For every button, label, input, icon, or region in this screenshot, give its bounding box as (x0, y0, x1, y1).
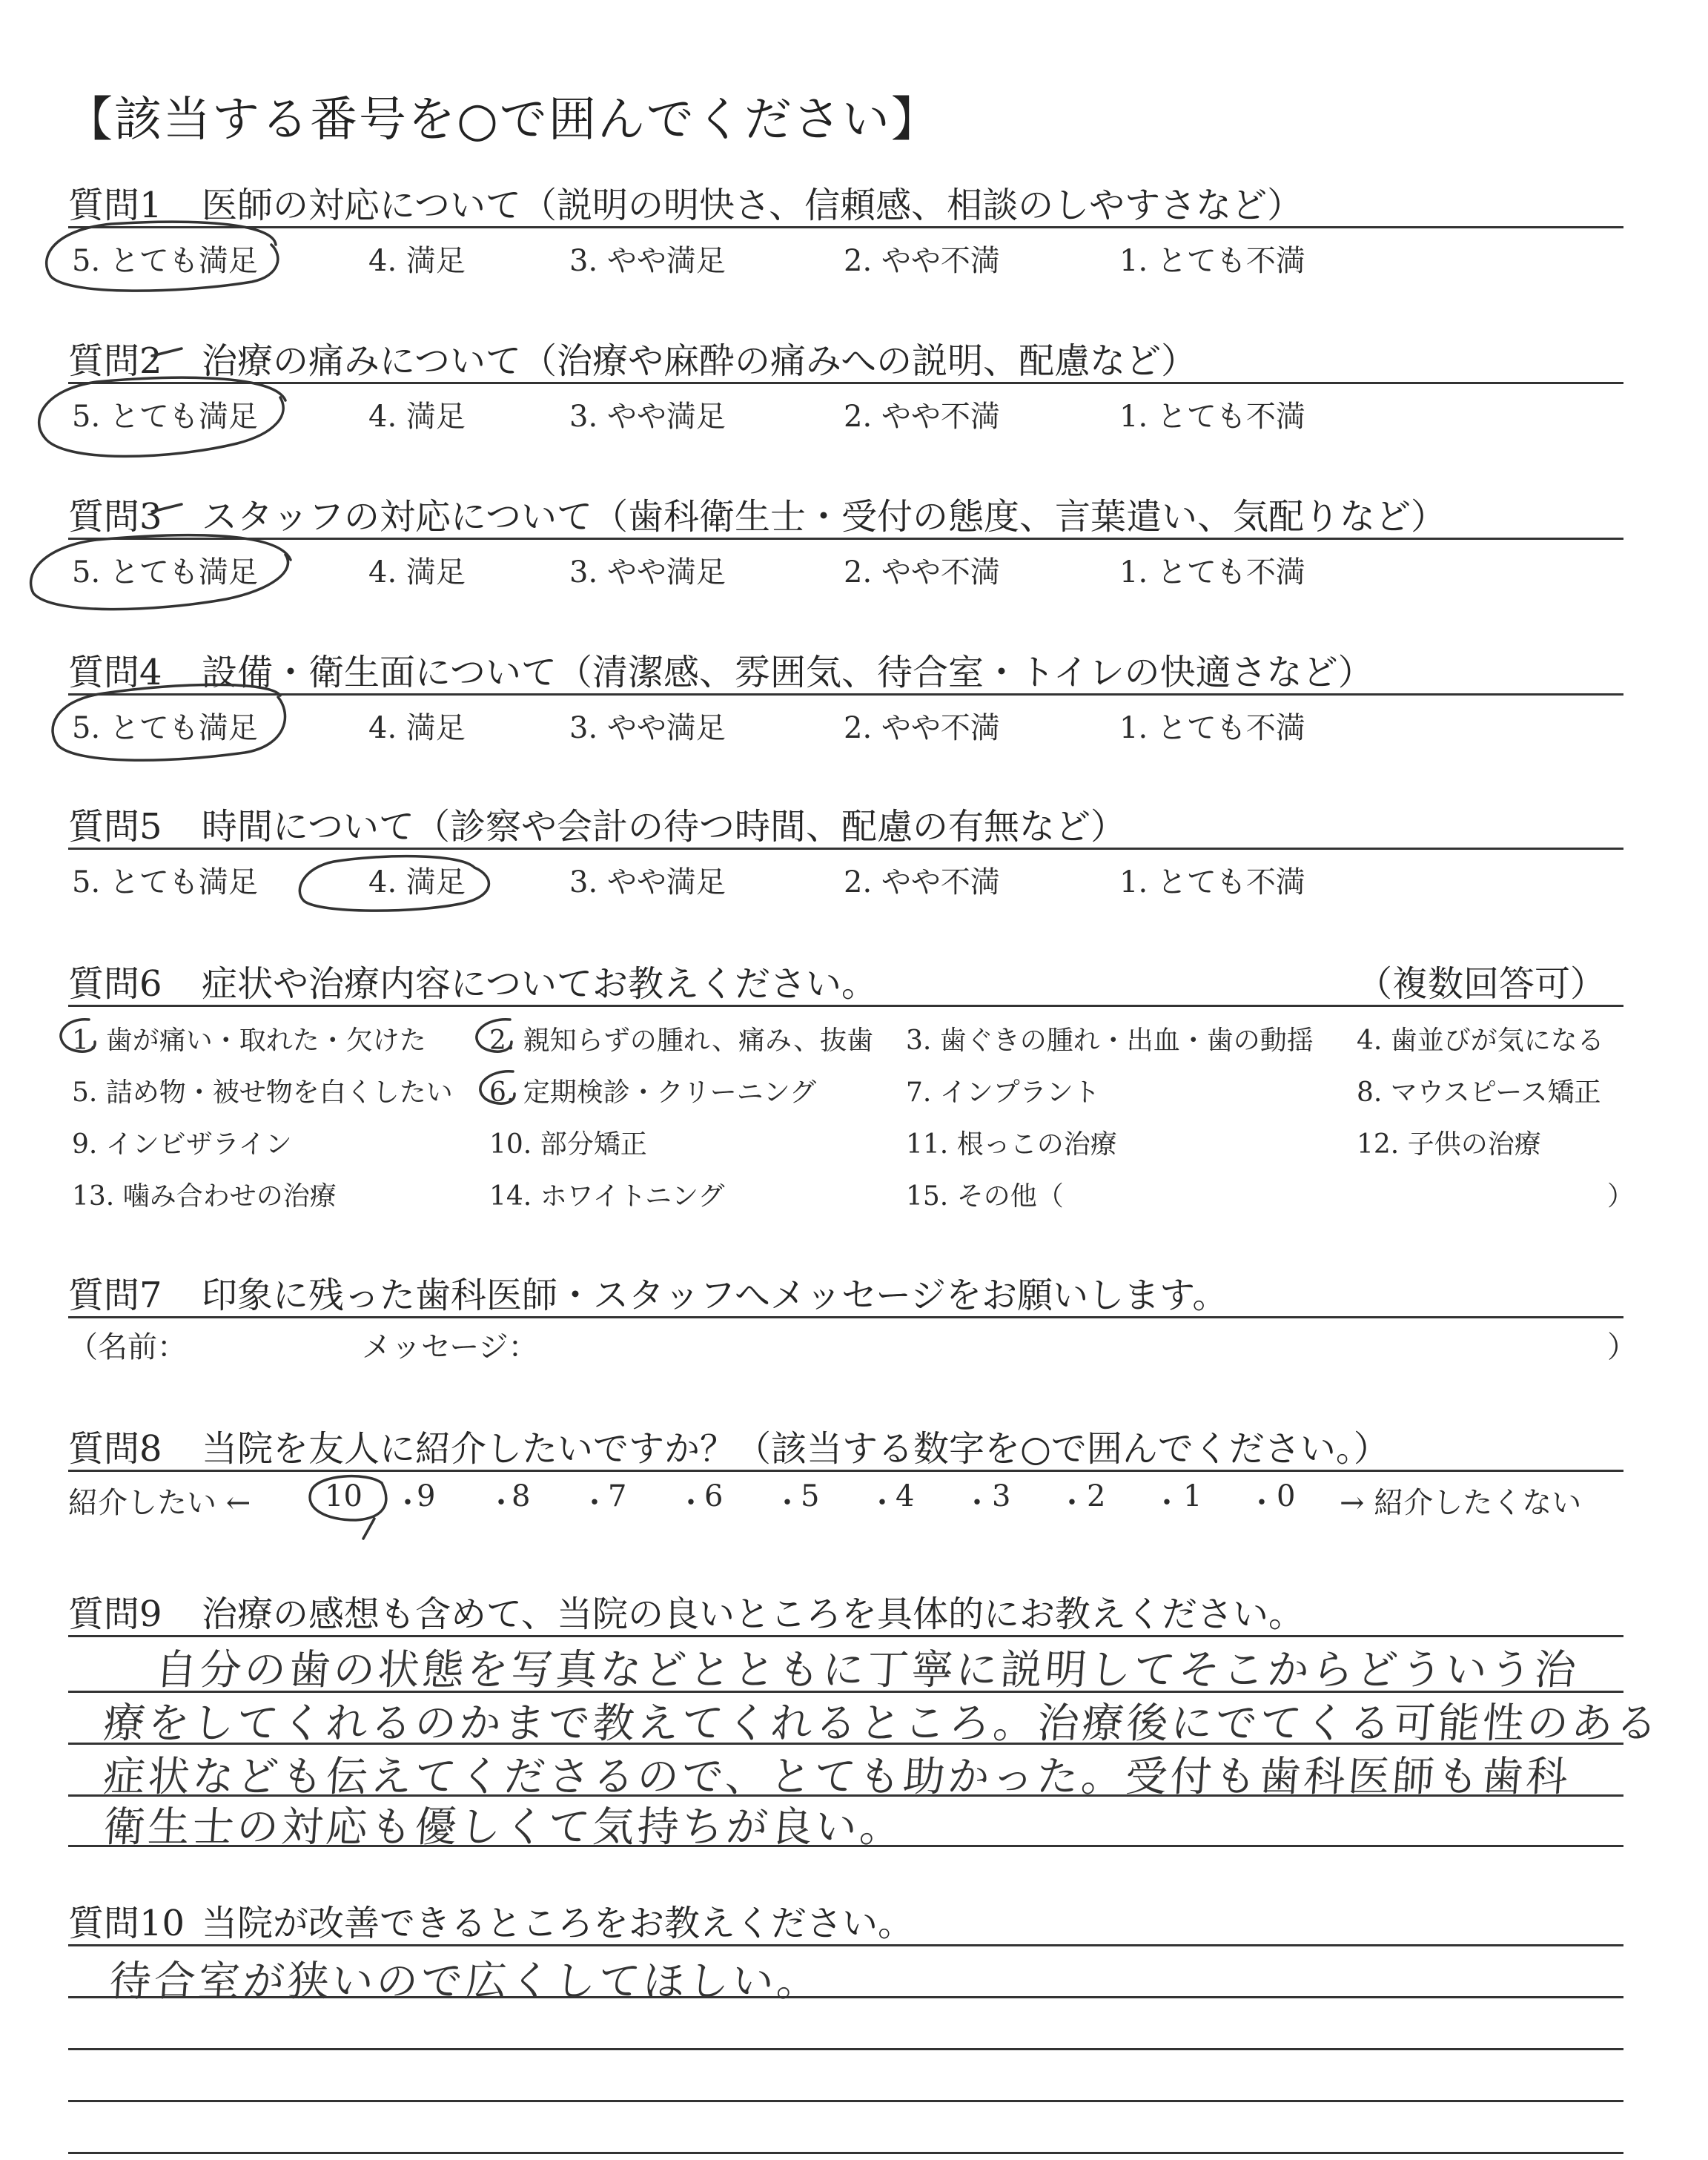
option-4[interactable]: 4. 満足 (368, 400, 466, 434)
selected-circle-q2 (39, 377, 285, 456)
question-text: 設備・衛生面について（清潔感、雰囲気、待合室・トイレの快適さなど） (202, 652, 1374, 693)
question-text: スタッフの対応について（歯科衛生士・受付の態度、言葉遣い、気配りなど） (202, 496, 1447, 538)
question-label: 質問5 (68, 806, 162, 848)
question-text: 症状や治療内容についてお教えください。 (202, 963, 878, 1005)
selected-circle-q6-item6 (480, 1071, 514, 1103)
symptom-option[interactable]: 3. 歯ぐきの腫れ・出血・歯の動揺 (906, 1025, 1314, 1056)
scale-separator: ・ (962, 1486, 992, 1520)
recommend-score-0[interactable]: 0 (1277, 1479, 1296, 1513)
option-3[interactable]: 3. やや満足 (569, 711, 726, 745)
recommend-score-1[interactable]: 1 (1183, 1479, 1202, 1513)
other-close-paren: ） (1607, 1181, 1635, 1212)
option-2[interactable]: 2. やや不満 (844, 555, 1000, 589)
scale-separator: ・ (676, 1486, 706, 1520)
scale-separator: ・ (1057, 1486, 1087, 1520)
scale-separator: ・ (772, 1486, 802, 1520)
symptom-option[interactable]: 8. マウスピース矯正 (1357, 1077, 1601, 1108)
symptom-option[interactable]: 6. 定期検診・クリーニング (489, 1077, 817, 1108)
other-option[interactable]: 15. その他（ (906, 1181, 1064, 1212)
scale-separator: ・ (486, 1486, 516, 1520)
question-text: 当院を友人に紹介したいですか？（該当する数字を○で囲んでください。） (202, 1428, 1389, 1470)
recommend-score-6[interactable]: 6 (704, 1479, 724, 1513)
option-1[interactable]: 1. とても不満 (1119, 711, 1305, 745)
handwritten-answer-line: 待合室が狭いので広くしてほしい。 (107, 1958, 823, 2006)
option-1[interactable]: 1. とても不満 (1119, 865, 1305, 899)
option-1[interactable]: 1. とても不満 (1119, 244, 1305, 278)
question-label: 質問9 (68, 1593, 162, 1635)
recommend-right-label: → 紹介したくない (1340, 1486, 1582, 1520)
recommend-score-3[interactable]: 3 (992, 1479, 1011, 1513)
question-label: 質問7 (68, 1275, 162, 1316)
symptom-option[interactable]: 2. 親知らずの腫れ、痛み、抜歯 (489, 1025, 874, 1056)
question-label: 質問2 (68, 340, 162, 382)
scale-separator: ・ (867, 1486, 897, 1520)
handwritten-answer-line: 症状なども伝えてくださるので、とても助かった。受付も歯科医師も歯科 (102, 1753, 1572, 1801)
scale-separator: ・ (393, 1486, 423, 1520)
question-label: 質問10 (68, 1903, 185, 1944)
symptom-option[interactable]: 14. ホワイトニング (489, 1181, 725, 1212)
handwritten-answer-line: 自分の歯の状態を写真などとともに丁寧に説明してそこからどういう治 (153, 1646, 1580, 1694)
scale-separator: ・ (1247, 1486, 1277, 1520)
option-5[interactable]: 5. とても満足 (72, 711, 258, 745)
option-3[interactable]: 3. やや満足 (569, 865, 726, 899)
option-4[interactable]: 4. 満足 (368, 244, 466, 278)
question-text: 印象に残った歯科医師・スタッフへメッセージをお願いします。 (202, 1275, 1228, 1316)
selected-circle-q5 (299, 856, 489, 911)
option-3[interactable]: 3. やや満足 (569, 555, 726, 589)
option-5[interactable]: 5. とても満足 (72, 400, 258, 434)
question-text: 当院が改善できるところをお教えください。 (202, 1903, 914, 1944)
symptom-option[interactable]: 13. 噛み合わせの治療 (72, 1181, 337, 1212)
question-label: 質問4 (68, 652, 162, 693)
selected-circle-q6-item1 (61, 1020, 95, 1051)
page-title: 【該当する番号を○で囲んでください】 (65, 93, 940, 148)
recommend-score-9[interactable]: 9 (417, 1479, 436, 1513)
recommend-score-10[interactable]: 10 (325, 1479, 363, 1513)
scale-separator: ・ (1152, 1486, 1182, 1520)
option-2[interactable]: 2. やや不満 (844, 865, 1000, 899)
option-3[interactable]: 3. やや満足 (569, 244, 726, 278)
recommend-left-label: 紹介したい ← (68, 1486, 251, 1520)
symptom-option[interactable]: 12. 子供の治療 (1357, 1129, 1541, 1160)
option-3[interactable]: 3. やや満足 (569, 400, 726, 434)
strike-q2 (152, 349, 182, 356)
selected-circle-q4 (53, 684, 285, 760)
option-2[interactable]: 2. やや不満 (844, 711, 1000, 745)
recommend-score-8[interactable]: 8 (512, 1479, 531, 1513)
message-field-label[interactable]: メッセージ： (362, 1330, 538, 1364)
scale-separator: ・ (580, 1486, 609, 1520)
question-label: 質問1 (68, 185, 162, 226)
handwritten-answer-line: 療をしてくれるのかまで教えてくれるところ。治療後にでてくる可能性のある (102, 1700, 1662, 1748)
option-5[interactable]: 5. とても満足 (72, 555, 258, 589)
option-4[interactable]: 4. 満足 (368, 711, 466, 745)
option-1[interactable]: 1. とても不満 (1119, 400, 1305, 434)
selected-circle-q8-10 (310, 1476, 386, 1539)
name-field-label[interactable]: （名前： (68, 1330, 187, 1364)
recommend-score-7[interactable]: 7 (608, 1479, 627, 1513)
question-text: 治療の痛みについて（治療や麻酔の痛みへの説明、配慮など） (202, 340, 1197, 382)
option-4[interactable]: 4. 満足 (368, 555, 466, 589)
symptom-option[interactable]: 1. 歯が痛い・取れた・欠けた (72, 1025, 426, 1056)
question-label: 質問8 (68, 1428, 162, 1470)
symptom-option[interactable]: 4. 歯並びが気になる (1357, 1025, 1604, 1056)
symptom-option[interactable]: 7. インプラント (906, 1077, 1100, 1108)
option-1[interactable]: 1. とても不満 (1119, 555, 1305, 589)
recommend-score-5[interactable]: 5 (801, 1479, 820, 1513)
selected-circle-q6-item2 (477, 1020, 512, 1051)
option-5[interactable]: 5. とても満足 (72, 244, 258, 278)
option-2[interactable]: 2. やや不満 (844, 400, 1000, 434)
selected-circle-q3 (31, 535, 291, 610)
recommend-score-4[interactable]: 4 (896, 1479, 915, 1513)
close-paren: ） (1607, 1330, 1637, 1364)
option-5[interactable]: 5. とても満足 (72, 865, 258, 899)
question-label: 質問3 (68, 496, 162, 538)
recommend-score-2[interactable]: 2 (1087, 1479, 1106, 1513)
multiple-answer-note: （複数回答可） (1357, 963, 1606, 1005)
symptom-option[interactable]: 9. インビザライン (72, 1129, 292, 1160)
symptom-option[interactable]: 5. 詰め物・被せ物を白くしたい (72, 1077, 453, 1108)
option-2[interactable]: 2. やや不満 (844, 244, 1000, 278)
question-text: 治療の感想も含めて、当院の良いところを具体的にお教えください。 (202, 1593, 1305, 1635)
question-label: 質問6 (68, 963, 162, 1005)
strike-q3 (152, 504, 182, 512)
question-text: 医師の対応について（説明の明快さ、信頼感、相談のしやすさなど） (202, 185, 1303, 226)
selected-circle-q1 (47, 222, 278, 291)
symptom-option[interactable]: 11. 根っこの治療 (906, 1129, 1117, 1160)
handwritten-answer-line: 衛生士の対応も優しくて気持ちが良い。 (102, 1803, 906, 1852)
option-4[interactable]: 4. 満足 (368, 865, 466, 899)
question-text: 時間について（診察や会計の待つ時間、配慮の有無など） (202, 806, 1127, 848)
symptom-option[interactable]: 10. 部分矯正 (489, 1129, 647, 1160)
